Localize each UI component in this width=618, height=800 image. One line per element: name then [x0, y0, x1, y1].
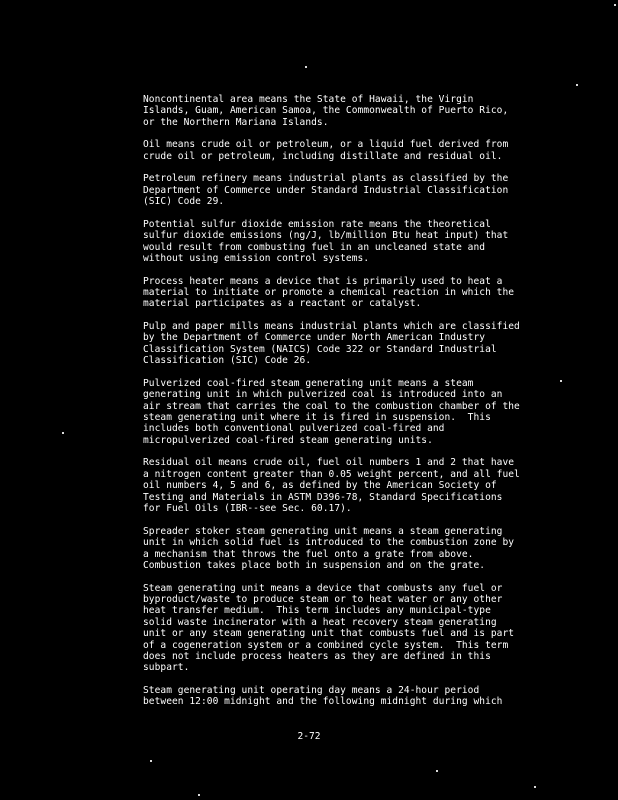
scan-noise-speck: [614, 4, 616, 6]
definition-paragraph: Residual oil means crude oil, fuel oil numbers 1 and 2 that have a nitrogen content greater than 0.05 weight percent, and all fuel oil numbers 4, 5 and 6, as defined by the American Society of Testing and Materials in ASTM D396-78, Standard Specifications for Fuel Oils (IBR--see Sec. 60.17).: [143, 457, 520, 515]
definition-paragraph: Potential sulfur dioxide emission rate means the theoretical sulfur dioxide emissions (ng/J, lb/million Btu heat input) that would result from combusting fuel in an uncleaned state and without using emission control systems.: [143, 218, 509, 265]
scan-noise-speck: [534, 786, 536, 788]
definition-paragraph: Oil means crude oil or petroleum, or a liquid fuel derived from crude oil or petroleum, including distillate and residual oil.: [143, 139, 509, 162]
definition-paragraph: Pulverized coal-fired steam generating unit means a steam generating unit in which pulverized coal is introduced into an air stream that carries the coal to the combustion chamber of the steam generating unit where it is fired in suspension. This includes both conventional pulverized coal-fired and micropulverized coal-fired steam generating units.: [143, 377, 520, 446]
definition-paragraph: Petroleum refinery means industrial plants as classified by the Department of Commerce under Standard Industrial Classification (SIC) Code 29.: [143, 173, 509, 208]
definition-paragraph: Noncontinental area means the State of Hawaii, the Virgin Islands, Guam, American Samoa, the Commonwealth of Puerto Rico, or the Northern Mariana Islands.: [143, 94, 509, 128]
scan-noise-speck: [198, 794, 200, 796]
definition-paragraph: Process heater means a device that is primarily used to heat a material to initiate or promote a chemical reaction in which the material participates as a reactant or catalyst.: [143, 275, 515, 310]
scan-noise-speck: [576, 84, 578, 86]
definition-paragraph: Spreader stoker steam generating unit means a steam generating unit in which solid fuel is introduced to the combustion zone by a mechanism that throws the fuel onto a grate from above. Combustion takes place both in suspension and on the grate.: [143, 525, 515, 571]
page-number: 2-72: [297, 731, 321, 742]
definitions-text-block: [143, 94, 553, 719]
scan-noise-speck: [150, 760, 152, 762]
definition-paragraph: Steam generating unit means a device that combusts any fuel or byproduct/waste to produce steam or to heat water or any other heat transfer medium. This term includes any municipal-type solid waste incinerator with a heat recovery steam generating unit or any steam generating unit that combusts fuel and is part of a cogeneration system or a combined cycle system. This term does not include process heaters as they are defined in this subpart.: [143, 582, 515, 674]
scan-noise-speck: [305, 66, 307, 68]
scan-noise-speck: [436, 770, 438, 772]
scan-noise-speck: [62, 432, 64, 434]
scan-noise-speck: [560, 380, 562, 382]
definition-paragraph: Steam generating unit operating day means a 24-hour period between 12:00 midnight and the following midnight during which: [143, 684, 503, 708]
definition-paragraph: Pulp and paper mills means industrial plants which are classified by the Department of Commerce under North American Industry Classification System (NAICS) Code 322 or Standard Industrial Classification (SIC) Code 26.: [143, 321, 520, 367]
